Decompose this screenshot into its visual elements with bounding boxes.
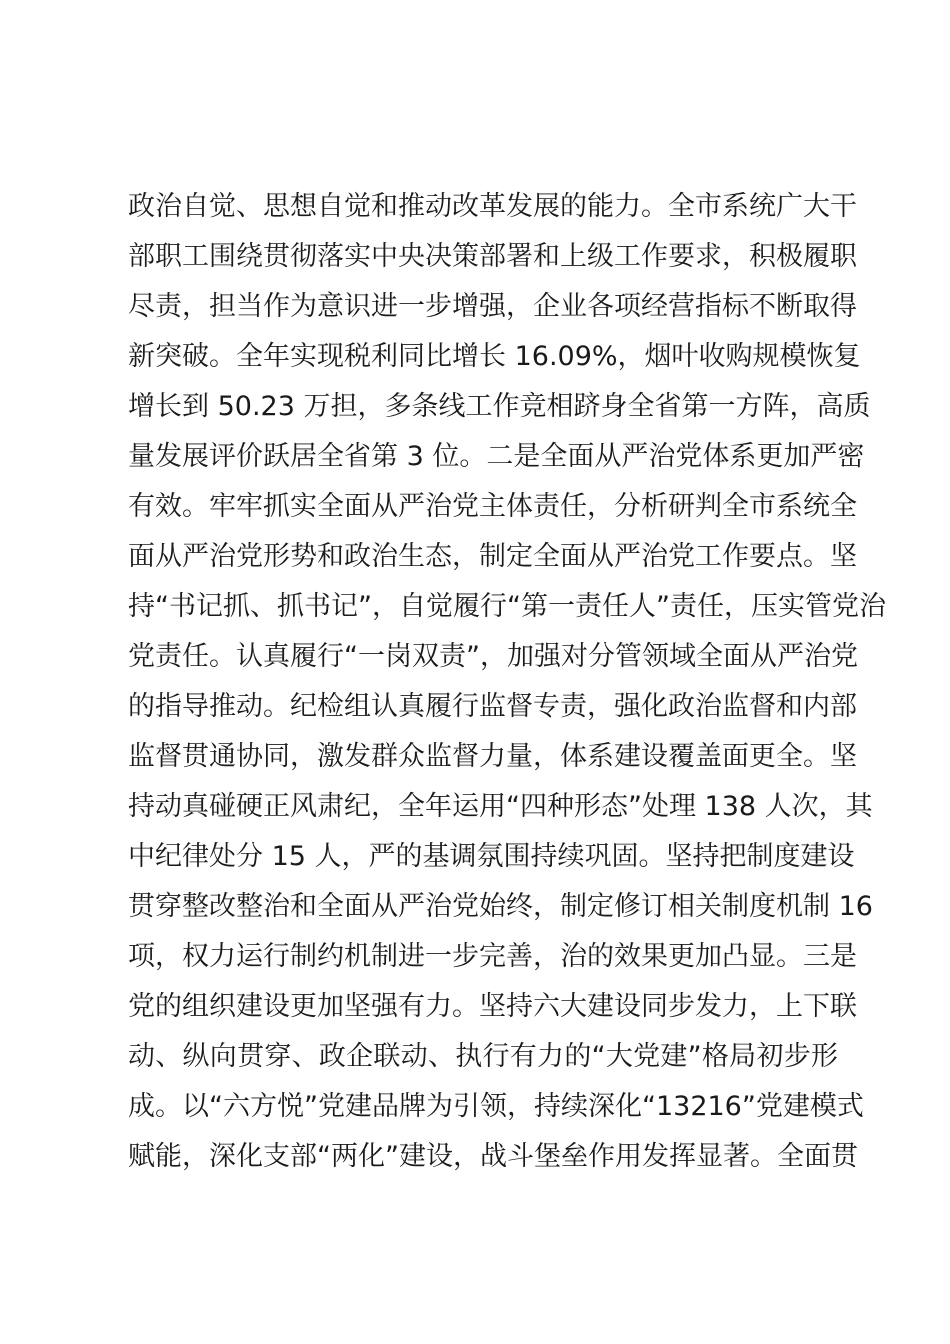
- text-line: 动、纵向贯穿、政企联动、执行有力的“大党建”格局初步形: [128, 1041, 838, 1072]
- text-line: 量发展评价跃居全省第 3 位。二是全面从严治党体系更加严密: [128, 441, 865, 472]
- text-line: 新突破。全年实现税利同比增长 16.09%，烟叶收购规模恢复: [128, 341, 861, 372]
- body-paragraph: [128, 182, 886, 1182]
- text-line: 有效。牢牢抓实全面从严治党主体责任，分析研判全市系统全: [128, 491, 857, 522]
- text-line: 项，权力运行制约机制进一步完善，治的效果更加凸显。三是: [128, 941, 857, 972]
- text-line: 尽责，担当作为意识进一步增强，企业各项经营指标不断取得: [128, 291, 857, 322]
- text-line: 中纪律处分 15 人，严的基调氛围持续巩固。坚持把制度建设: [128, 841, 855, 872]
- text-line: 政治自觉、思想自觉和推动改革发展的能力。全市系统广大干: [128, 191, 857, 222]
- text-line: 党的组织建设更加坚强有力。坚持六大建设同步发力，上下联: [128, 991, 857, 1022]
- text-line: 持动真碰硬正风肃纪，全年运用“四种形态”处理 138 人次，其: [128, 791, 873, 822]
- text-line: 部职工围绕贯彻落实中央决策部署和上级工作要求，积极履职: [128, 241, 857, 272]
- text-line: 成。以“六方悦”党建品牌为引领，持续深化“13216”党建模式: [128, 1091, 864, 1122]
- text-line: 监督贯通协同，激发群众监督力量，体系建设覆盖面更全。坚: [128, 741, 857, 772]
- text-line: 的指导推动。纪检组认真履行监督专责，强化政治监督和内部: [128, 691, 857, 722]
- text-line: 面从严治党形势和政治生态，制定全面从严治党工作要点。坚: [128, 541, 857, 572]
- text-line: 持“书记抓、抓书记”，自觉履行“第一责任人”责任，压实管党治: [128, 591, 886, 622]
- text-line: 党责任。认真履行“一岗双责”，加强对分管领域全面从严治党: [128, 641, 858, 672]
- text-line: 增长到 50.23 万担，多条线工作竞相跻身全省第一方阵，高质: [128, 391, 871, 422]
- text-line: 贯穿整改整治和全面从严治党始终，制定修订相关制度机制 16: [128, 891, 873, 922]
- text-line: 赋能，深化支部“两化”建设，战斗堡垒作用发挥显著。全面贯: [128, 1141, 858, 1172]
